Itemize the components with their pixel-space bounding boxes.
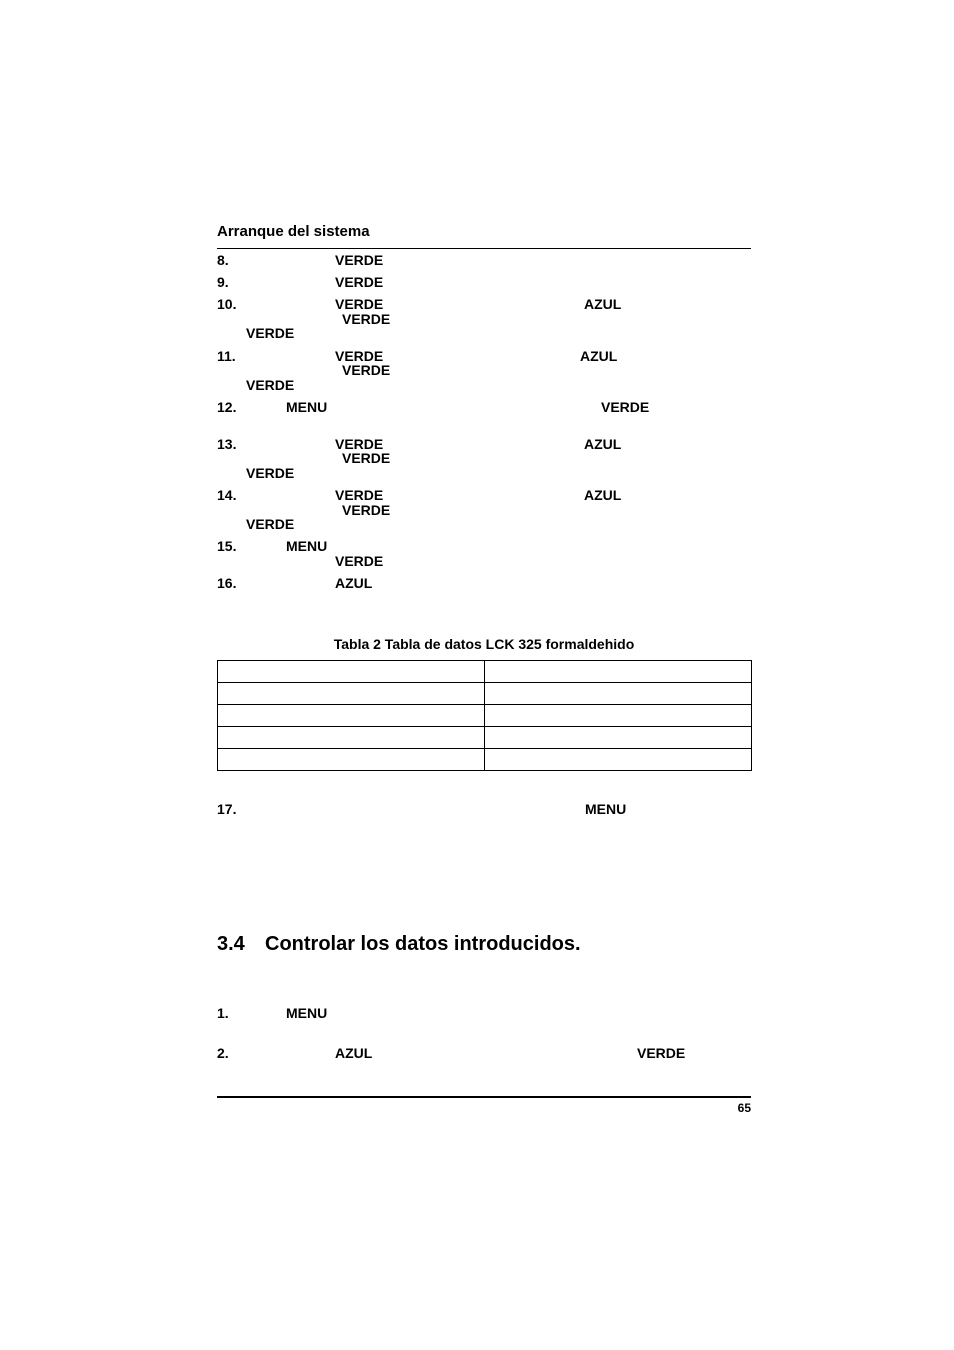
table-cell <box>218 705 485 727</box>
key-label: VERDE <box>246 325 295 341</box>
table-cell <box>485 661 752 683</box>
table-row <box>218 749 752 771</box>
step-number: 13. <box>217 436 237 452</box>
step-number: 16. <box>217 575 237 591</box>
table-cell <box>485 727 752 749</box>
running-header: Arranque del sistema <box>217 223 370 240</box>
key-label: VERDE <box>601 399 650 415</box>
table-row <box>218 705 752 727</box>
key-label: VERDE <box>335 348 384 364</box>
table-cell <box>485 705 752 727</box>
step-number: 11. <box>217 348 236 364</box>
table-cell <box>218 749 485 771</box>
step-number: 9. <box>217 274 229 290</box>
step-number: 1. <box>217 1005 229 1021</box>
step-number: 2. <box>217 1045 229 1061</box>
key-label: VERDE <box>335 436 384 452</box>
table-cell <box>218 727 485 749</box>
key-label: VERDE <box>335 274 384 290</box>
table-cell <box>485 749 752 771</box>
step-number: 8. <box>217 252 229 268</box>
footer-rule <box>217 1096 751 1098</box>
table-cell <box>218 683 485 705</box>
key-label: VERDE <box>342 362 391 378</box>
step-number: 10. <box>217 296 237 312</box>
key-label: VERDE <box>246 516 295 532</box>
key-label: AZUL <box>335 1045 373 1061</box>
header-rule <box>217 248 751 249</box>
table-cell <box>485 683 752 705</box>
section-title: Controlar los datos introducidos. <box>265 933 581 955</box>
data-table <box>217 660 752 771</box>
key-label: MENU <box>286 399 328 415</box>
step-number: 14. <box>217 487 237 503</box>
key-label: AZUL <box>584 296 622 312</box>
table-caption: Tabla 2 Tabla de datos LCK 325 formaldehido <box>333 636 635 652</box>
key-label: VERDE <box>335 487 384 503</box>
key-label: VERDE <box>246 377 295 393</box>
table-row <box>218 661 752 683</box>
table-row <box>218 683 752 705</box>
key-label: VERDE <box>342 450 391 466</box>
step-number: 15. <box>217 538 237 554</box>
key-label: VERDE <box>637 1045 686 1061</box>
step-number: 17. <box>217 801 237 817</box>
key-label: VERDE <box>335 553 384 569</box>
page-number: 65 <box>737 1101 751 1115</box>
key-label: AZUL <box>584 436 622 452</box>
table-row <box>218 727 752 749</box>
key-label: MENU <box>286 1005 328 1021</box>
section-number: 3.4 <box>217 933 245 955</box>
key-label: MENU <box>585 801 627 817</box>
key-label: AZUL <box>580 348 618 364</box>
key-label: VERDE <box>335 296 384 312</box>
key-label: VERDE <box>246 465 295 481</box>
key-label: AZUL <box>335 575 373 591</box>
key-label: VERDE <box>335 252 384 268</box>
key-label: VERDE <box>342 311 391 327</box>
key-label: VERDE <box>342 502 391 518</box>
key-label: MENU <box>286 538 328 554</box>
key-label: AZUL <box>584 487 622 503</box>
step-number: 12. <box>217 399 237 415</box>
table-cell <box>218 661 485 683</box>
